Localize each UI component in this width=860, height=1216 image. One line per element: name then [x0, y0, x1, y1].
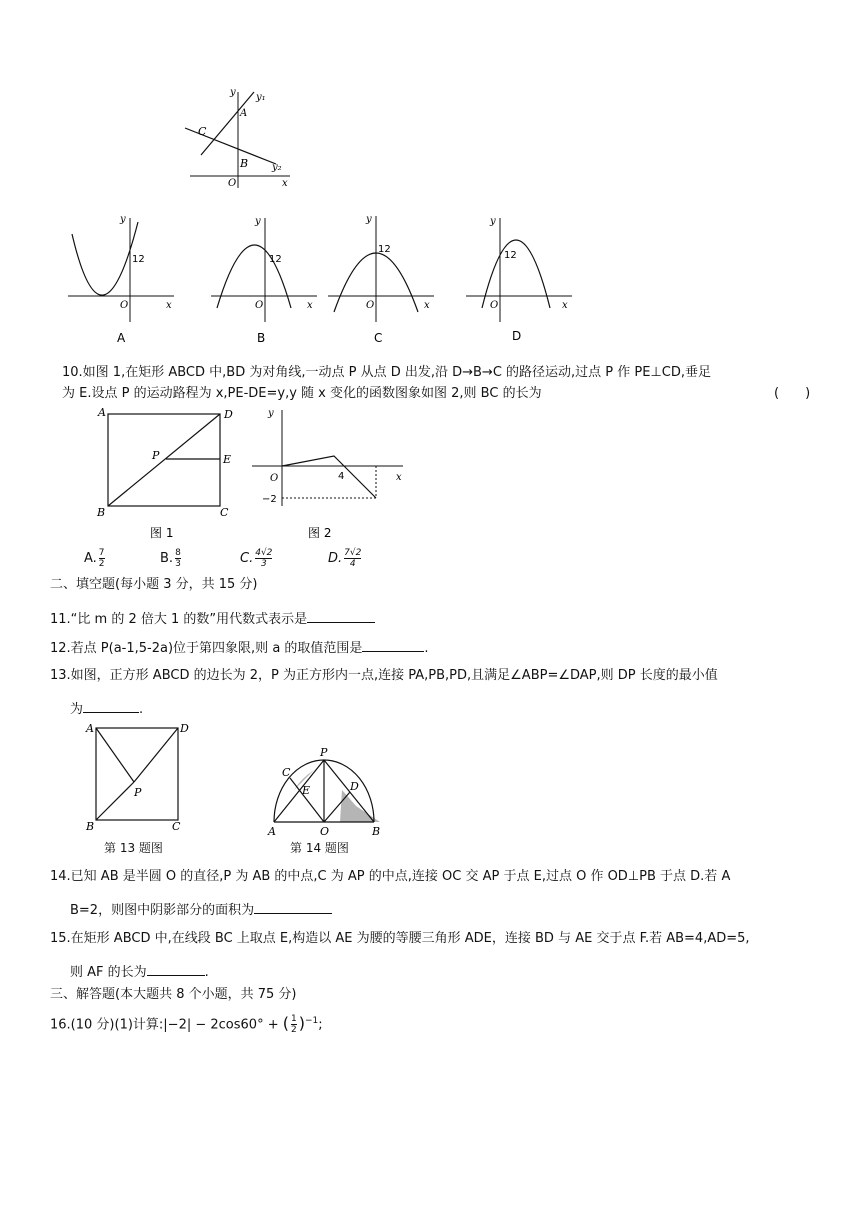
- choice-a-prefix: A.: [84, 551, 97, 566]
- q16-exponent: −1: [304, 1016, 319, 1026]
- q15-line2-text: 则 AF 的长为: [70, 965, 147, 980]
- q10-answer-paren: ( ): [774, 386, 811, 401]
- option-a-graph: [62, 212, 182, 347]
- choice-b-prefix: B.: [160, 551, 174, 566]
- fig13-a-label: A: [86, 722, 94, 735]
- option-a-x-label: x: [166, 300, 172, 311]
- choice-b-num: 8: [175, 548, 181, 558]
- choice-c-num: 4√2: [255, 548, 273, 558]
- q14-line2-text: B=2，则图中阴影部分的面积为: [70, 903, 255, 918]
- choice-d-num: 7√2: [344, 548, 362, 558]
- fig13-d-label: D: [180, 722, 189, 735]
- point-c-label: C: [198, 125, 207, 138]
- q15-answer-blank[interactable]: [147, 961, 205, 976]
- fig1-d-label: D: [224, 408, 233, 421]
- fig2-neg2: −2: [262, 494, 277, 505]
- option-b-graph: [205, 212, 325, 347]
- fig1-a-label: A: [98, 406, 106, 419]
- q15-end: .: [204, 965, 209, 980]
- q15-line2: [70, 961, 209, 982]
- fig14-a-label: A: [268, 825, 276, 838]
- fig1-caption: 图 1: [150, 526, 174, 540]
- fig14-o-label: O: [320, 825, 330, 838]
- choice-d-prefix: D.: [328, 551, 343, 566]
- q16-frac-den: 2: [290, 1025, 297, 1036]
- point-a-label: A: [240, 108, 248, 119]
- fig13-c-label: C: [172, 820, 181, 833]
- q13-line1: 13.如图，正方形 ABCD 的边长为 2，P 为正方形内一点,连接 PA,PB,PD,且满足∠ABP=∠DAP,则 DP 长度的最小值: [50, 668, 718, 683]
- choice-a-fraction: [99, 548, 105, 569]
- q12-answer-blank[interactable]: [362, 637, 424, 652]
- q11-answer-blank[interactable]: [307, 608, 375, 623]
- option-d-x-label: x: [562, 300, 568, 311]
- choice-b-fraction: [175, 548, 181, 569]
- top-lines-figure: [180, 88, 300, 193]
- q10-figure-2: [248, 406, 413, 541]
- option-d-origin: O: [490, 300, 499, 311]
- choice-c-prefix: C.: [240, 551, 254, 566]
- option-c-y-label: y: [366, 214, 372, 225]
- point-b-label: B: [240, 157, 249, 170]
- option-c-origin: O: [366, 300, 375, 311]
- q14-line1: 14.已知 AB 是半圆 O 的直径,P 为 AB 的中点,C 为 AP 的中点,连接 OC 交 AP 于点 E,过点 O 作 OD⊥PB 于点 D.若 A: [50, 869, 731, 884]
- option-a-mark: 12: [132, 254, 145, 265]
- q13-answer-blank[interactable]: [83, 698, 139, 713]
- fig14-p-label: P: [320, 746, 328, 759]
- q10-line2: 为 E.设点 P 的运动路程为 x,PE-DE=y,y 随 x 变化的函数图象如图 2,则 BC 的长为: [62, 386, 542, 401]
- q16-fraction: [291, 1014, 297, 1035]
- choice-a-den: 2: [98, 559, 105, 569]
- option-b-letter: B: [257, 331, 266, 345]
- fig14-c-label: C: [282, 766, 291, 779]
- figure-14: [262, 742, 392, 842]
- q10-choice-b: [160, 548, 183, 569]
- option-d-letter: D: [512, 329, 522, 343]
- axis-y-label: y: [230, 88, 236, 98]
- fig1-e-label: E: [223, 453, 232, 466]
- q12-end: .: [424, 641, 429, 656]
- choice-c-den: 3: [260, 559, 267, 569]
- option-d-graph: [460, 212, 580, 347]
- option-c-mark: 12: [378, 244, 391, 255]
- q11: [50, 608, 375, 629]
- option-d-y-label: y: [490, 216, 496, 227]
- fig13-caption: 第 13 题图: [104, 841, 163, 855]
- q14-answer-blank[interactable]: [254, 899, 332, 914]
- figure-13: [80, 718, 200, 838]
- q16-frac-num: 1: [290, 1014, 297, 1025]
- choice-d-den: 4: [349, 559, 356, 569]
- option-a-origin: O: [120, 300, 129, 311]
- option-b-origin: O: [255, 300, 264, 311]
- fig1-b-label: B: [97, 506, 106, 519]
- fig1-p-label: P: [152, 449, 160, 462]
- q13-end: .: [139, 702, 144, 717]
- option-b-y-label: y: [255, 216, 261, 227]
- option-a-y-label: y: [120, 214, 126, 225]
- q16-prefix: 16.(10 分)(1)计算:: [50, 1017, 164, 1033]
- choice-d-fraction: [344, 548, 361, 569]
- line-y1-label: y₁: [256, 92, 266, 103]
- option-b-x-label: x: [307, 300, 313, 311]
- q15-line1: 15.在矩形 ABCD 中,在线段 BC 上取点 E,构造以 AE 为腰的等腰三角形 ADE，连接 BD 与 AE 交于点 F.若 AB=4,AD=5,: [50, 931, 750, 946]
- q13-line2-text: 为: [70, 702, 84, 717]
- origin-label: O: [228, 178, 237, 189]
- choice-a-num: 7: [98, 548, 105, 558]
- q12: [50, 637, 429, 658]
- option-c-graph: [322, 212, 442, 347]
- section-3-heading: 三、解答题(本大题共 8 个小题，共 75 分): [50, 987, 297, 1002]
- fig1-c-label: C: [220, 506, 229, 519]
- choice-c-fraction: [255, 548, 272, 569]
- q10-choice-a: [84, 548, 107, 569]
- option-d-mark: 12: [504, 250, 517, 261]
- fig13-p-label: P: [134, 786, 142, 799]
- fig2-four: 4: [338, 471, 345, 482]
- q13-line2: [70, 698, 143, 719]
- line-y2-label: y₂: [272, 162, 282, 173]
- q10-choice-c: [240, 548, 274, 569]
- fig2-x-label: x: [396, 472, 402, 483]
- q10-line1: 10.如图 1,在矩形 ABCD 中,BD 为对角线,一动点 P 从点 D 出发,沿 D→B→C 的路径运动,过点 P 作 PE⊥CD,垂足: [62, 365, 712, 380]
- fig2-caption: 图 2: [308, 526, 332, 540]
- axis-x-label: x: [282, 178, 288, 189]
- q16-end: ;: [318, 1017, 323, 1033]
- q16: 16.(10 分)(1)计算:|−2| − 2cos60° + ( $\frac{1}{2}$ )$^{-1}$;: [50, 1013, 323, 1036]
- fig13-b-label: B: [86, 820, 95, 833]
- fig14-b-label: B: [372, 825, 381, 838]
- fig2-origin: O: [270, 473, 279, 484]
- q16-expr: |−2| − 2cos60° +: [163, 1017, 283, 1033]
- fig14-d-label: D: [350, 780, 359, 793]
- fig2-y-label: y: [268, 408, 274, 419]
- q10-figure-1: [92, 406, 242, 541]
- fig14-caption: 第 14 题图: [290, 841, 349, 855]
- q14-line2: [70, 899, 332, 920]
- fig14-e-label: E: [302, 784, 311, 797]
- q11-text: 11.“比 m 的 2 倍大 1 的数”用代数式表示是: [50, 612, 308, 627]
- option-c-letter: C: [374, 331, 383, 345]
- q10-choice-d: [328, 548, 363, 569]
- option-b-mark: 12: [269, 254, 282, 265]
- q12-text: 12.若点 P(a-1,5-2a)位于第四象限,则 a 的取值范围是: [50, 641, 363, 656]
- option-c-x-label: x: [424, 300, 430, 311]
- option-a-letter: A: [117, 331, 126, 345]
- section-2-heading: 二、填空题(每小题 3 分，共 15 分): [50, 577, 258, 592]
- choice-b-den: 3: [175, 559, 181, 569]
